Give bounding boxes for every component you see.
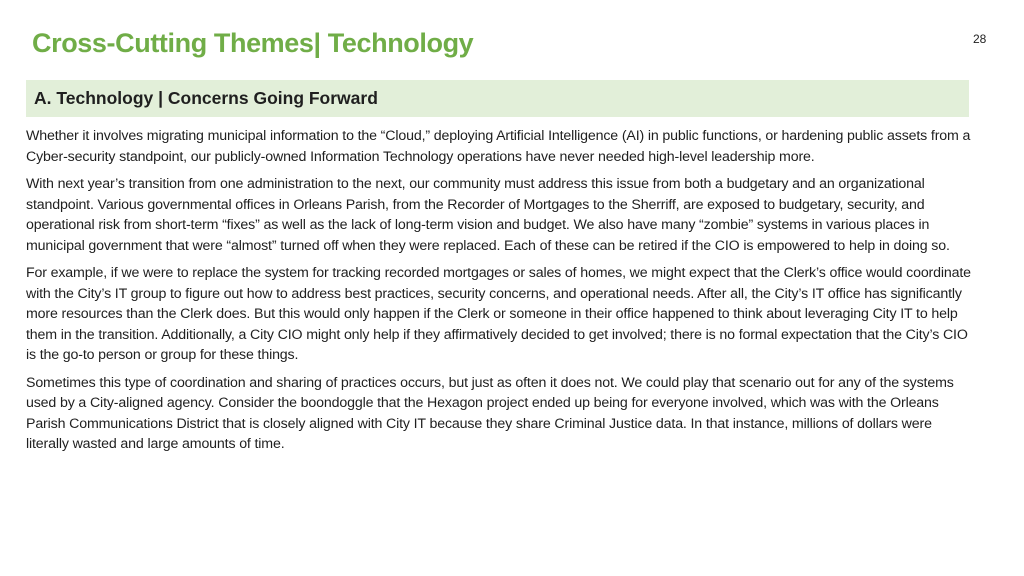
section-heading: A. Technology | Concerns Going Forward (34, 88, 378, 108)
paragraph-cloud-ai-cyber: Whether it involves migrating municipal information to the “Cloud,” deploying Artificial Intelligence (AI) in public functions, or hardening public assets from a Cyber-security standpoint, our publicly-owned Information Technology operations have never needed high-level leadership more. (26, 128, 971, 165)
section-banner (26, 80, 969, 117)
slide-title: Cross-Cutting Themes| Technology (32, 28, 474, 58)
paragraph-administration-transition: With next year’s transition from one administration to the next, our community must address this issue from both a budgetary and an organizational standpoint. Various governmental offices in Orleans Parish, from the Recorder of Mortgages to the Sherriff, are exposed to budgetary, security, and operational risk from short-term “fixes” as well as the lack of long-term vision and budget. We also have many “zombie” systems in various places in municipal government that were “almost” turned off when they were replaced. Each of these can be retired if the CIO is empowered to help in doing so. (26, 176, 950, 254)
paragraph-hexagon-project: Sometimes this type of coordination and sharing of practices occurs, but just as often it does not. We could play that scenario out for any of the systems used by a City-aligned agency. Consider the boondoggle that the Hexagon project ended up being for everyone involved, which was with the Orleans Parish Communications District that is closely aligned with City IT because they share Criminal Justice data. In that instance, millions of dollars were literally wasted and large amounts of time. (26, 374, 954, 452)
paragraph-mortgage-example: For example, if we were to replace the system for tracking recorded mortgages or sales of homes, we might expect that the Clerk’s office would coordinate with the City’s IT group to figure out how to address best practices, security concerns, and operational needs. After all, the City’s IT office has significantly more resources than the Clerk does. But this would only happen if the Clerk or someone in their office happened to think about leveraging City IT to help them in the transition. Additionally, a City CIO might only help if they affirmatively decided to get involved; there is no formal expectation that the City’s CIO is the go-to person or group for these things. (26, 265, 971, 363)
page-number: 28 (973, 32, 987, 46)
body-text (26, 126, 971, 462)
